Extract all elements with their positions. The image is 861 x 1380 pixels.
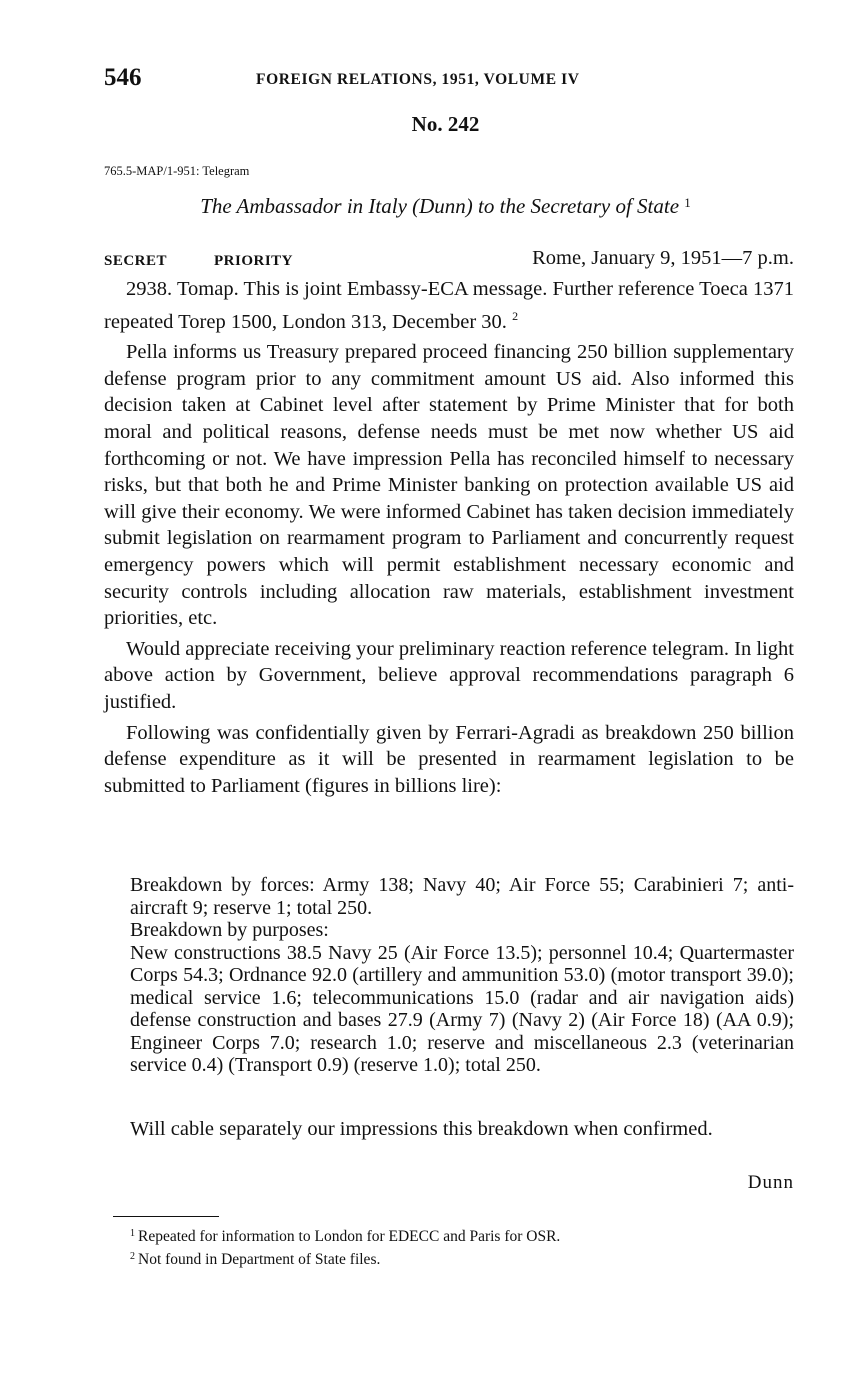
page-number: 546 (104, 64, 142, 91)
expenditure-breakdown (130, 874, 794, 1077)
signature: Dunn (747, 1172, 794, 1193)
paragraph-4: Following was confidentially given by Ferrari-Agradi as breakdown 250 billion defense expenditure as it will be presented in rearmament legislation to be submitted to Parliament (figures in billions lire): (104, 721, 794, 797)
running-title: FOREIGN RELATIONS, 1951, VOLUME IV (256, 71, 580, 88)
paragraph-1-text: 2938. Tomap. This is joint Embassy-ECA message. Further reference Toeca 1371 repeated Torep 1500, London 313, December 30. (104, 278, 794, 333)
footnote-divider (113, 1216, 219, 1217)
closing-section (104, 1116, 794, 1143)
footnote-2-text: Not found in Department of State files. (138, 1251, 381, 1268)
heading-footnote-mark: 1 (684, 195, 691, 210)
footnote-1 (130, 1224, 770, 1247)
paragraph-1-footnote-mark: 2 (512, 308, 519, 323)
breakdown-by-forces: Breakdown by forces: Army 138; Navy 40; Air Force 55; Carabinieri 7; anti-aircraft 9; reserve 1; total 250. (130, 874, 794, 919)
running-head (104, 64, 794, 96)
classification-label: SECRET (104, 253, 168, 269)
footnote-1-mark: 1 (130, 1228, 135, 1239)
paragraph-2: Pella informs us Treasury prepared proceed financing 250 billion supplementary defense program prior to any commitment amount US aid. Also informed this decision taken at Cabinet level after statement by Prime Minister that for both moral and political reasons, defense needs must be met now whether US aid forthcoming or not. We have impression Pella has reconciled himself to necessary risks, but that both he and Prime Minister banking on protection available US aid will give their economy. We were informed Cabinet has taken decision immediately submit legislation on rearmament program to Parliament and concurrently request emergency powers which will permit establishment necessary economic and security controls including allocation raw materials, establishment investment priorities, etc. (104, 341, 794, 630)
precedence-label: PRIORITY (214, 253, 294, 269)
closing-paragraph: Will cable separately our impressions this breakdown when confirmed. (130, 1118, 713, 1140)
paragraph-3: Would appreciate receiving your preliminary reaction reference telegram. In light above action by Government, believe approval recommendations paragraph 6 justified. (104, 637, 794, 713)
footnote-2-mark: 2 (130, 1251, 135, 1262)
breakdown-by-purposes-label: Breakdown by purposes: (130, 919, 329, 941)
breakdown-by-purposes: New constructions 38.5 Navy 25 (Air Force 13.5); personnel 10.4; Quartermaster Corps 54.3; Ordnance 92.0 (artillery and ammunition 53.0) (motor transport 39.0); medical service 1.6; telecommunications 15.0 (radar and air navigation aids) defense construction and bases 27.9 (Army 7) (Navy 2) (Air Force 18) (AA 0.9); Engineer Corps 7.0; research 1.0; reserve and miscellaneous 2.3 (veterinarian service 0.4) (Transport 0.9) (reserve 1.0); total 250. (130, 941, 794, 1076)
place-date: Rome, January 9, 1951—7 p.m. (532, 247, 794, 269)
footnote-2 (130, 1247, 770, 1270)
telegram-body (104, 276, 794, 803)
document-number: No. 242 (411, 112, 480, 136)
footnote-1-text: Repeated for information to London for EDECC and Paris for OSR. (138, 1228, 561, 1245)
file-reference: 765.5-MAP/1-951: Telegram (104, 164, 250, 178)
document-heading (0, 194, 861, 219)
footnotes (130, 1224, 770, 1270)
paragraph-1 (104, 276, 794, 335)
telegram-meta-line (104, 247, 794, 275)
heading-text: The Ambassador in Italy (Dunn) to the Secretary of State (200, 194, 680, 218)
